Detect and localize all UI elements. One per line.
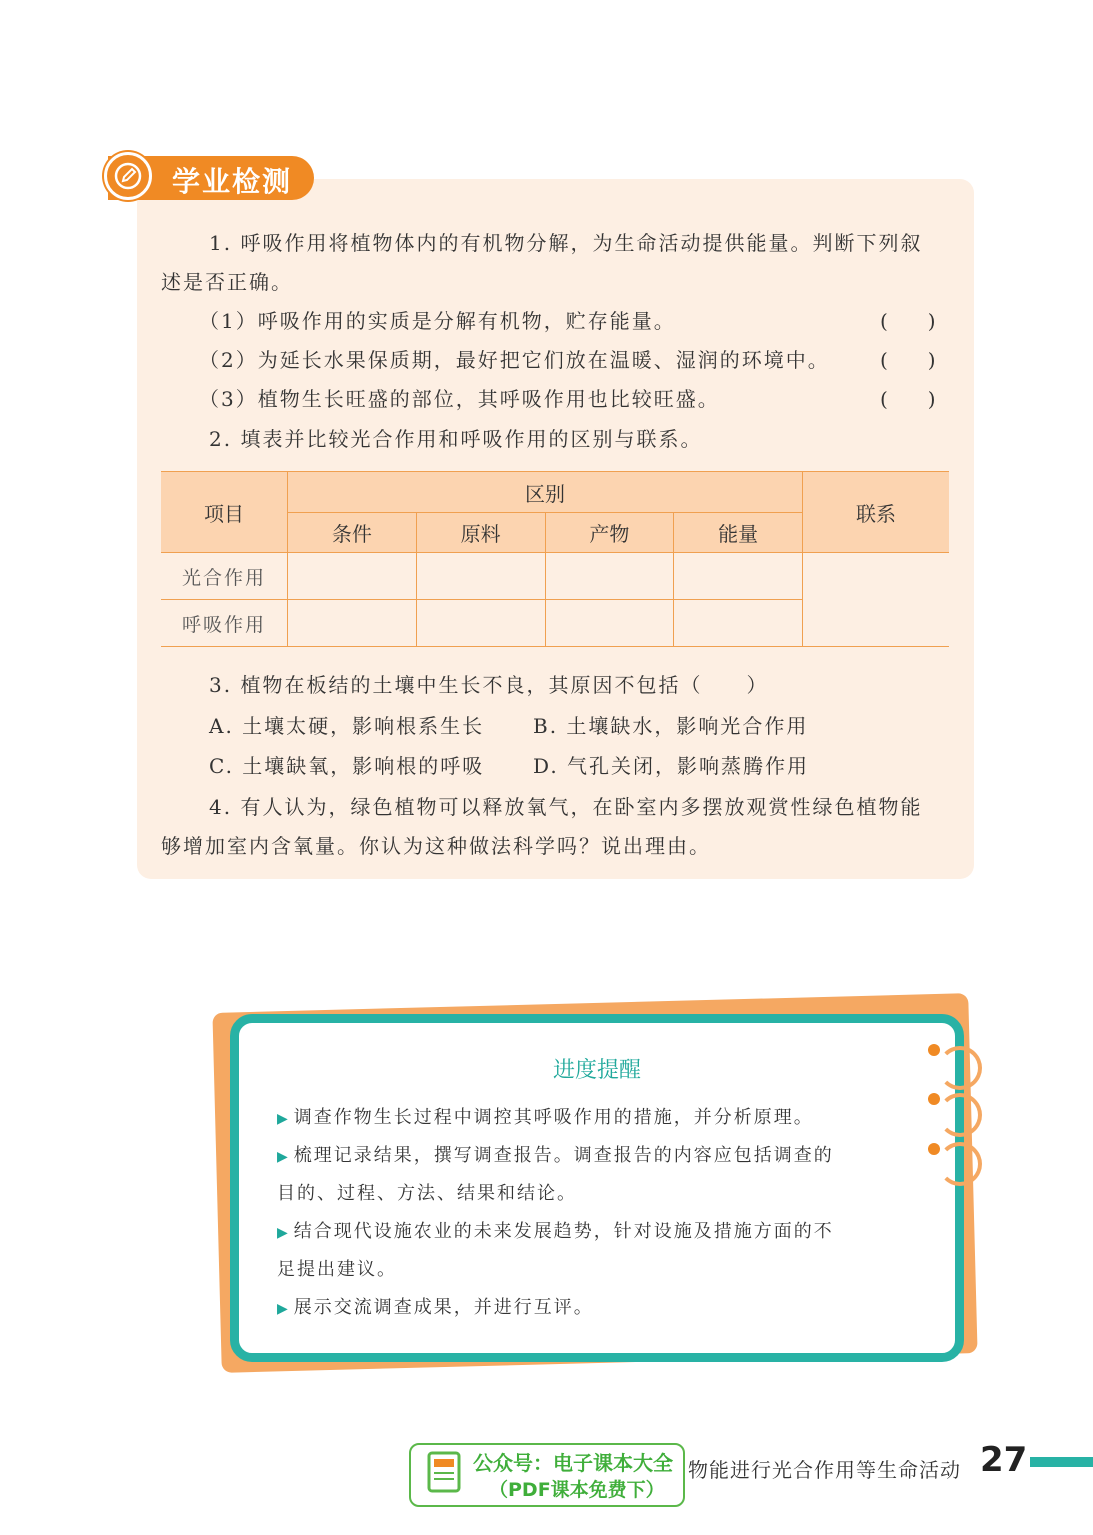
subcol-product: 产物 xyxy=(545,513,674,553)
binder-ring-icon xyxy=(938,1093,982,1137)
q3-option-b[interactable]: B. 土壤缺水，影响光合作用 xyxy=(533,714,809,738)
q1-item-2: （2）为延长水果保质期，最好把它们放在温暖、湿润的环境中。 xyxy=(199,348,830,372)
q3-option-c[interactable]: C. 土壤缺氧，影响根的呼吸 xyxy=(209,754,485,778)
col-difference: 区别 xyxy=(288,472,803,513)
reminder-item: ▶ 梳理记录结果，撰写调查报告。调查报告的内容应包括调查的 xyxy=(277,1145,834,1166)
table-cell[interactable] xyxy=(545,600,674,647)
q4-line1: 4. 有人认为，绿色植物可以释放氧气，在卧室内多摆放观赏性绿色植物能 xyxy=(209,795,923,819)
table-cell[interactable] xyxy=(288,600,417,647)
binder-hole-icon xyxy=(928,1044,940,1056)
binder-ring-icon xyxy=(938,1142,982,1186)
row-photosynthesis: 光合作用 xyxy=(161,553,288,600)
bullet-icon: ▶ xyxy=(277,1149,290,1165)
watermark-line1: 公众号：电子课本大全 xyxy=(473,1451,673,1475)
table-cell[interactable] xyxy=(674,600,803,647)
reminder-item: ▶ 调查作物生长过程中调控其呼吸作用的措施，并分析原理。 xyxy=(277,1107,814,1128)
page-bar xyxy=(1030,1457,1093,1467)
reminder-item: ▶ 展示交流调查成果，并进行互评。 xyxy=(277,1297,594,1318)
row-respiration: 呼吸作用 xyxy=(161,600,288,647)
subcol-material: 原料 xyxy=(416,513,545,553)
chapter-title: 物能进行光合作用等生命活动 xyxy=(688,1458,961,1482)
col-item: 项目 xyxy=(161,472,288,553)
bullet-icon: ▶ xyxy=(277,1225,290,1241)
q1-item-1: （1）呼吸作用的实质是分解有机物，贮存能量。 xyxy=(199,309,676,333)
q1-answer-3[interactable]: ( ) xyxy=(880,387,936,411)
assessment-badge xyxy=(108,156,314,200)
table-cell[interactable] xyxy=(416,553,545,600)
table-cell[interactable] xyxy=(545,553,674,600)
bullet-icon: ▶ xyxy=(277,1111,290,1127)
subcol-energy: 能量 xyxy=(674,513,803,553)
subcol-condition: 条件 xyxy=(288,513,417,553)
reminder-title: 进度提醒 xyxy=(552,1058,641,1083)
assessment-title: 学业检测 xyxy=(172,165,293,198)
table-cell-link[interactable] xyxy=(803,553,950,647)
pencil-icon xyxy=(104,152,152,200)
binder-hole-icon xyxy=(928,1143,940,1155)
binder-hole-icon xyxy=(928,1093,940,1105)
q1-answer-2[interactable]: ( ) xyxy=(880,348,936,372)
q2-text: 2. 填表并比较光合作用和呼吸作用的区别与联系。 xyxy=(209,427,703,451)
watermark-stamp xyxy=(409,1443,685,1507)
q3-option-d[interactable]: D. 气孔关闭，影响蒸腾作用 xyxy=(533,754,810,778)
q3-text: 3. 植物在板结的土壤中生长不良，其原因不包括（ ） xyxy=(209,673,769,697)
reminder-card xyxy=(230,1014,964,1362)
q1-item-3: （3）植物生长旺盛的部位，其呼吸作用也比较旺盛。 xyxy=(199,387,720,411)
book-logo-icon xyxy=(425,1451,465,1497)
q3-option-a[interactable]: A. 土壤太硬，影响根系生长 xyxy=(209,714,485,738)
q1-line1: 1. 呼吸作用将植物体内的有机物分解，为生命活动提供能量。判断下列叙 xyxy=(209,231,923,255)
bullet-icon: ▶ xyxy=(277,1301,290,1317)
q1-answer-1[interactable]: ( ) xyxy=(880,309,936,333)
watermark-line2: （PDF课本免费下） xyxy=(489,1479,665,1501)
table-cell[interactable] xyxy=(288,553,417,600)
reminder-item-cont: 目的、过程、方法、结果和结论。 xyxy=(277,1183,577,1204)
comparison-table xyxy=(161,471,949,647)
q1-line2: 述是否正确。 xyxy=(161,270,293,294)
table-cell[interactable] xyxy=(674,553,803,600)
q4-line2: 够增加室内含氧量。你认为这种做法科学吗？说出理由。 xyxy=(161,834,711,858)
binder-ring-icon xyxy=(938,1046,982,1090)
reminder-item: ▶ 结合现代设施农业的未来发展趋势，针对设施及措施方面的不 xyxy=(277,1221,834,1242)
col-link: 联系 xyxy=(803,472,950,553)
table-cell[interactable] xyxy=(416,600,545,647)
page-number: 27 xyxy=(980,1440,1028,1480)
reminder-item-cont: 足提出建议。 xyxy=(277,1259,397,1280)
